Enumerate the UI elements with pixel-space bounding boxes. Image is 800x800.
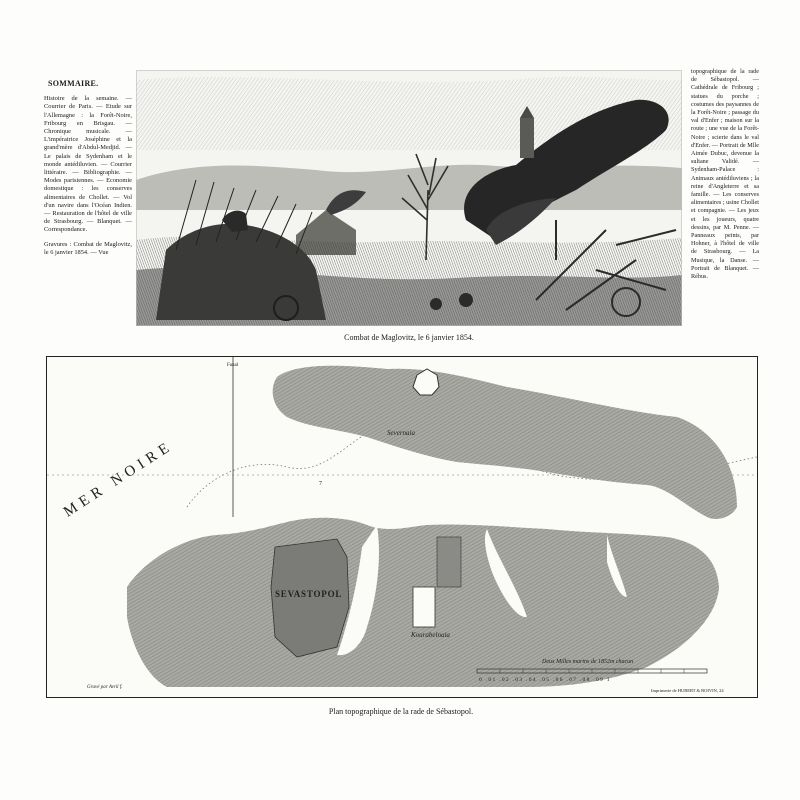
- summary-paragraph: Histoire de la semaine. — Courrier de Paris. — Etude sur l'Allemagne : la Forêt-Noire, Fribourg en Brisgau. — Chronique musicale. — L'impératrice Joséphine et la grand'mère d'Abdul-Medjid. — Le palais de Sydenham et le monde antédiluvien. — Courrier littéraire. — Bibliographie. — Modes parisiennes. — Economie domestique : les conserves alimentaires de Chollet. — Vol d'un navire dans l'Océan Indien. — Restauration de l'hôtel de ville de Strasbourg. — Blanquet. — Correspondance.: [44, 95, 132, 234]
- battle-engraving: [136, 70, 682, 326]
- summary-column: [44, 80, 132, 263]
- map-caption: Plan topographique de la rade de Sébastopol.: [328, 707, 474, 716]
- right-column: [691, 68, 759, 281]
- printer-credit: Imprimerie de HUBERT & BOIVIN, 24: [651, 688, 724, 693]
- map-mark-number: 7: [319, 481, 322, 487]
- sevastopol-map-image: [47, 357, 757, 697]
- engraving-caption: Combat de Maglovitz, le 6 janvier 1854.: [344, 333, 474, 342]
- south-side-label: Kourabelnaia: [411, 631, 450, 639]
- summary-heading: SOMMAIRE.: [48, 79, 99, 88]
- scale-numbers: 0 .01 .02 .03 .04 .05 .06 .07 .08 .09 1: [479, 677, 611, 683]
- summary-engravings: Gravures : Combat de Maglovitz, le 6 janvier 1854. — Vue: [44, 240, 132, 256]
- map-mark-fanal: Fanal: [227, 363, 239, 368]
- north-side-label: Severnaia: [387, 429, 415, 437]
- sevastopol-map: [46, 356, 758, 698]
- scale-label: Deux Milles marins de 1852m chacun: [542, 659, 634, 665]
- city-label: SEVASTOPOL: [275, 589, 343, 599]
- sea-label: MER NOIRE: [61, 437, 177, 521]
- battle-engraving-image: [136, 70, 682, 326]
- engraver-credit: Gravé par Avril f.: [87, 685, 123, 690]
- right-column-text: topographique de la rade de Sébastopol. — Cathédrale de Fribourg ; statues du porche ; costumes des paysannes de la Forêt-Noire ; passage du val d'Enfer ; maison sur la route ; une vue de la Forêt-Noire ; scierie dans le val d'Enfer. — Portrait de Mlle Aimée Dubuc, devenue la sultane Validé. — Sydenham-Palace : Animaux antédiluviens ; la reine d'Angleterre et sa famille. — Les conserves alimentaires ; usine Chollet et compagnie. — Les jeux et les joueurs, quatre dessins, par M. Penne. — Panneaux peints, par Hohner, à l'hôtel de ville de Strasbourg. — La Musique, la Danse. — Portrait de Blanquet. — Rébus.: [691, 68, 759, 281]
